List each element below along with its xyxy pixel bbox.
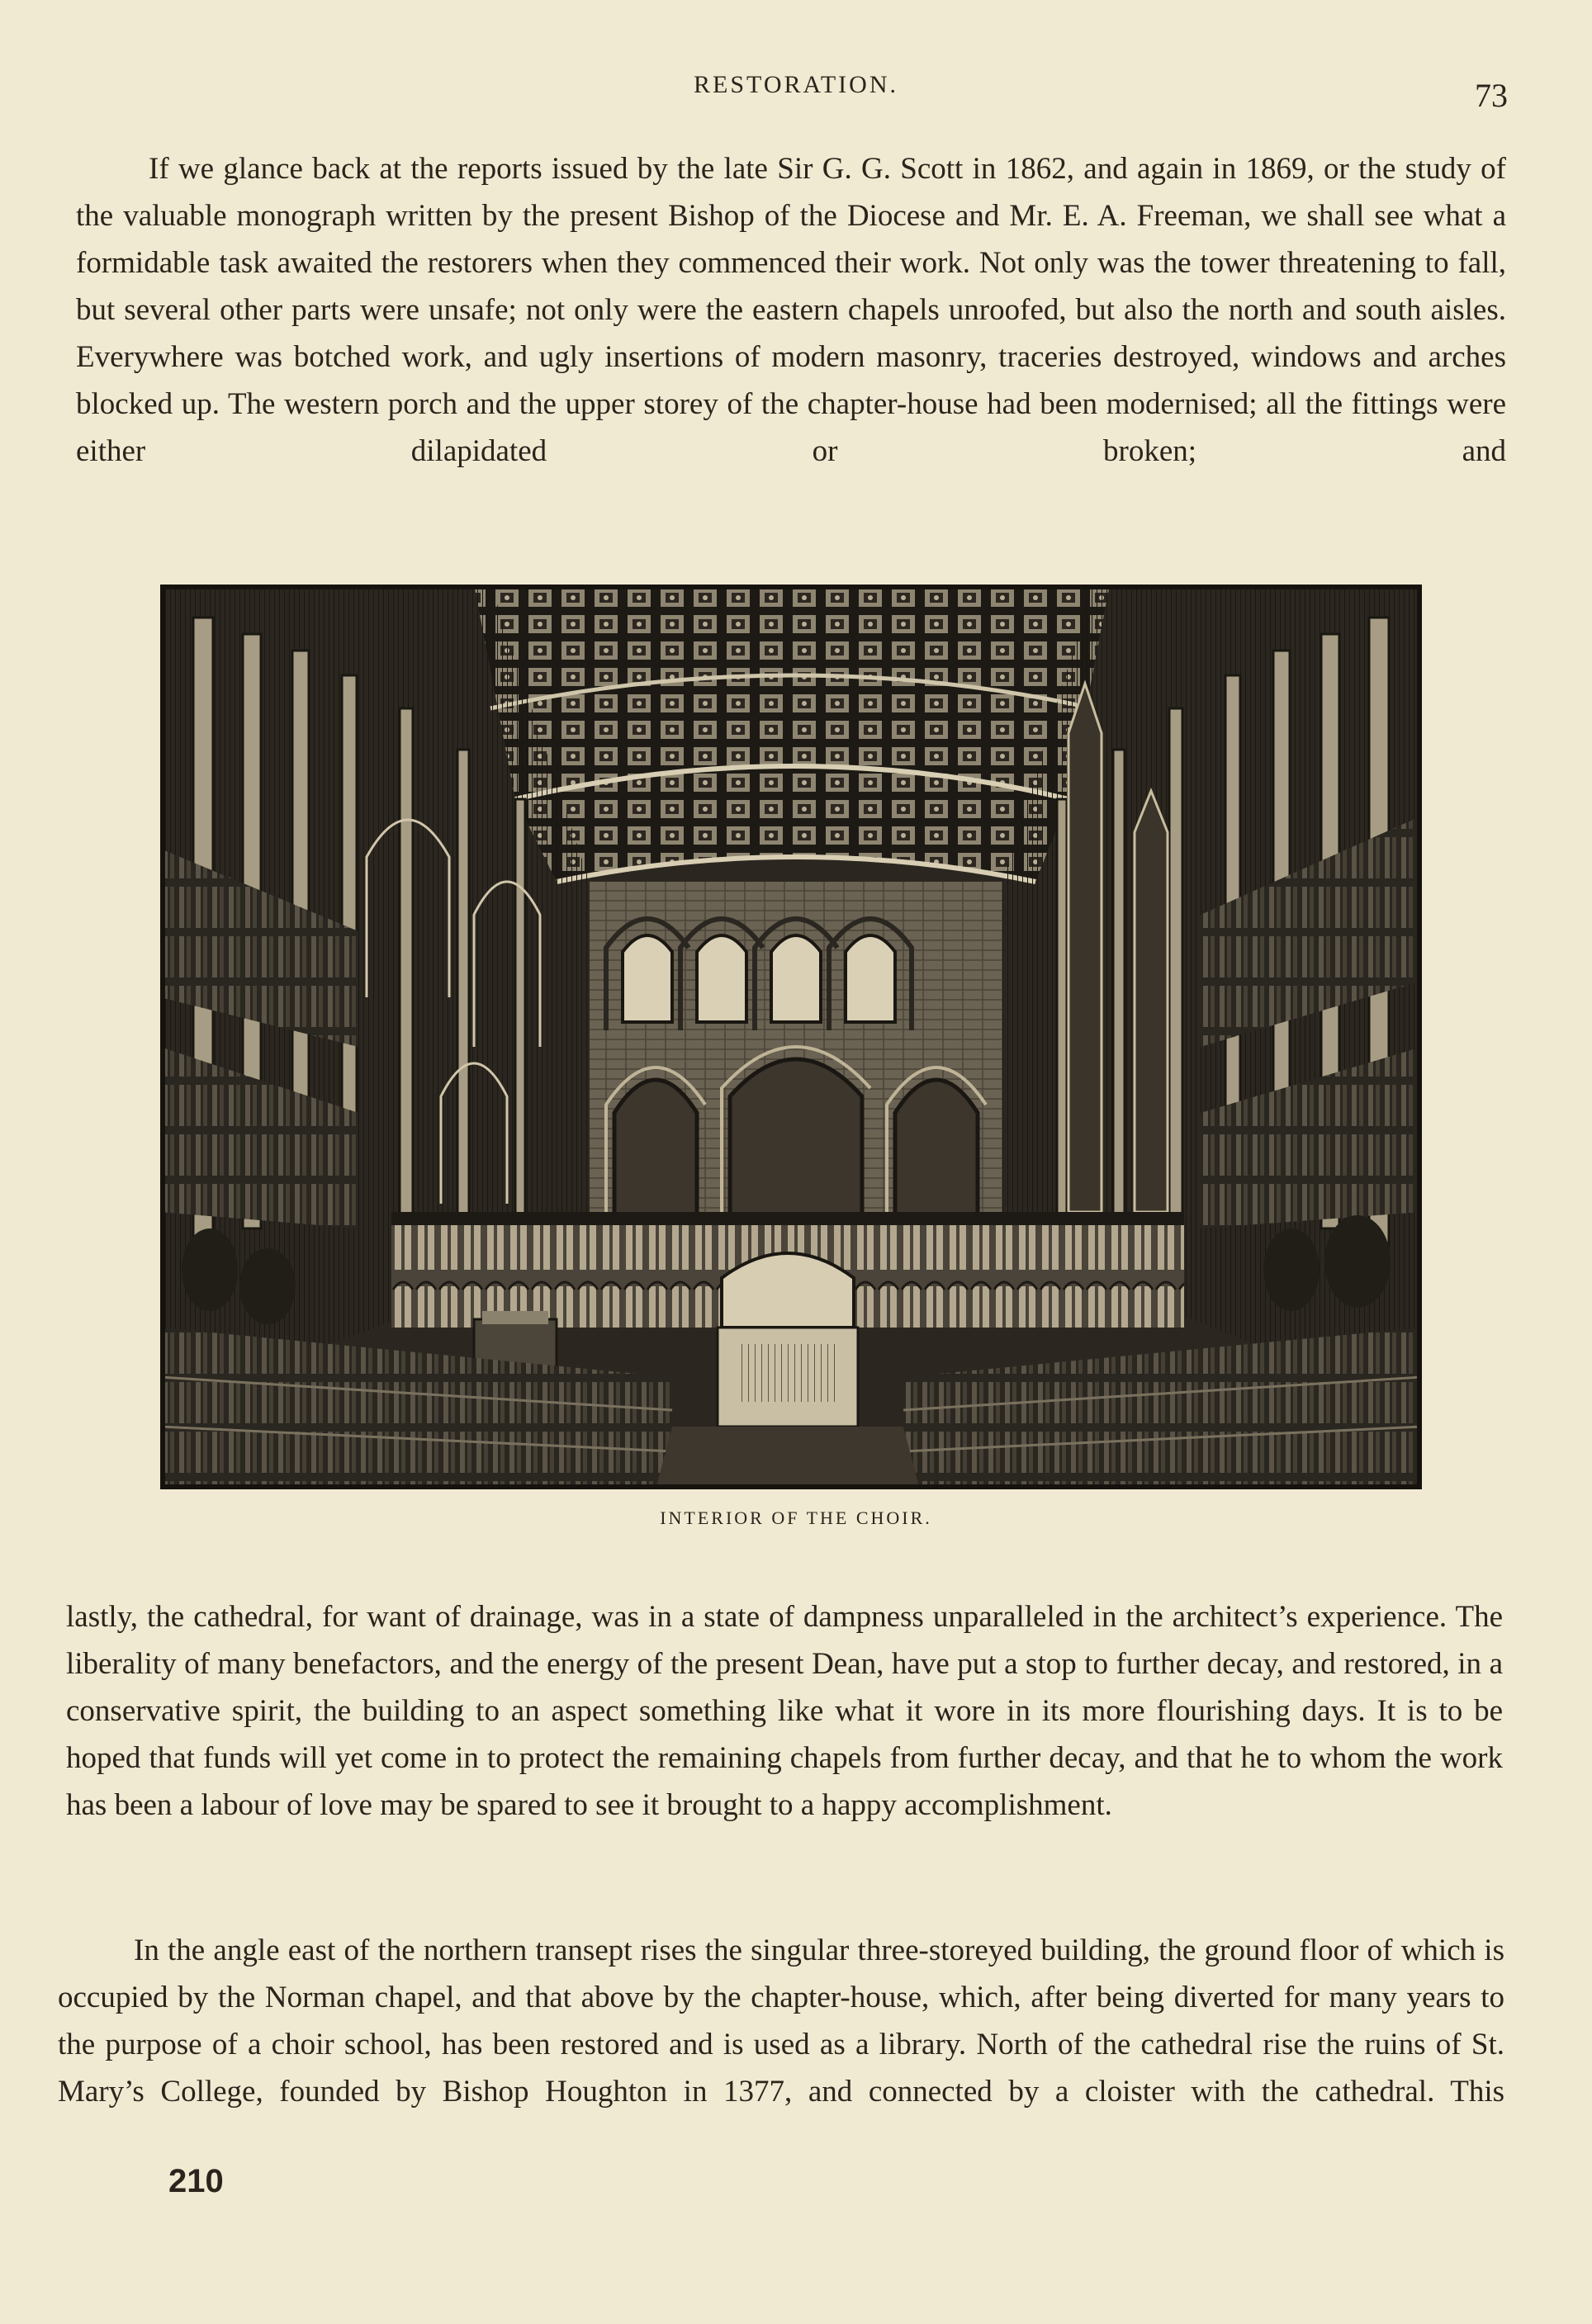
running-title: RESTORATION. xyxy=(694,71,898,98)
engraving-illustration xyxy=(160,585,1422,1489)
folio-number: 210 xyxy=(168,2163,224,2199)
page-number: 73 xyxy=(1475,77,1508,114)
engraving-choir-interior xyxy=(160,585,1422,1489)
paragraph-restoration-continued: lastly, the cathedral, for want of drainage, was in a state of dampness unparalleled in the architect’s experience. The liberality of many benefactors, and the energy of the present Dean, have put a stop to further decay, and restored, in a conservative spirit, the building to an aspect something like what it wore in its more flourishing days. It is to be hoped that funds will yet come in to protect the remaining chapels from further decay, and that he to whom the work has been a labour of love may be spared to see it brought to a happy accomplishment. xyxy=(66,1600,1503,1822)
paragraph-restoration-reports: If we glance back at the reports issued by the late Sir G. G. Scott in 1862, and again in 1869, or the study of the valuable monograph written by the present Bishop of the Diocese and Mr. E. A. Freeman, we shall see what a formidable task awaited the restorers when they commenced their work. Not only was the tower threatening to fall, but several other parts were unsafe; not only were the eastern chapels unroofed, but also the north and south aisles. Everywhere was botched work, and ugly insertions of modern masonry, traceries destroyed, windows and arches blocked up. The western porch and the upper storey of the chapter-house had been modernised; all the fittings were either dilapidated or broken; and xyxy=(76,152,1506,468)
paragraph-chapter-house: In the angle east of the northern transept rises the singular three-storeyed building, the ground floor of which is occupied by the Norman chapel, and that above by the chapter-house, which, after being diverted for many years to the purpose of a choir school, has been restored and is used as a library. North of the cathedral rise the ruins of St. Mary’s College, founded by Bishop Houghton in 1377, and connected by a cloister with the cathedral. This xyxy=(58,1934,1504,2109)
figure-caption: INTERIOR OF THE CHOIR. xyxy=(660,1508,932,1528)
